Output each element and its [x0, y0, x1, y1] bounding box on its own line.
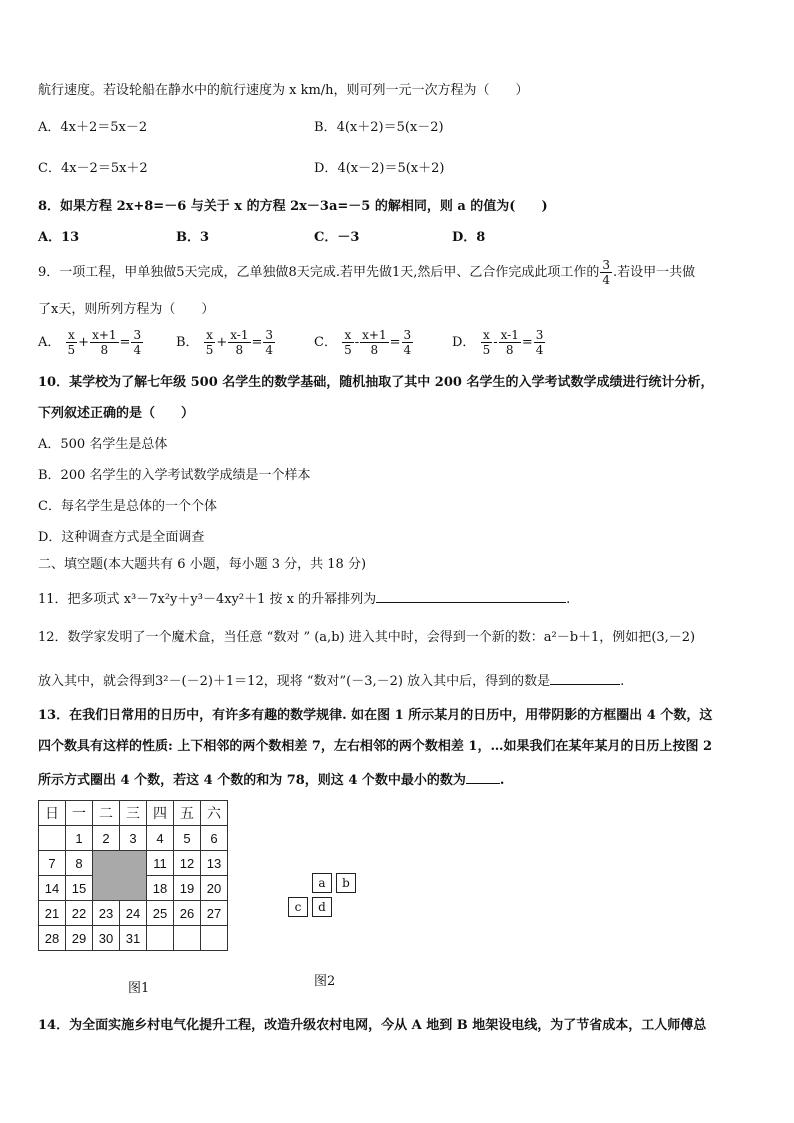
q10-option-d: D．这种调查方式是全面调查	[38, 530, 205, 545]
calendar-cell: 4	[147, 826, 174, 851]
fraction	[534, 328, 546, 357]
option-text: 4(x＋2)＝5(x－2)	[336, 120, 444, 135]
fraction-numerator: 3	[535, 328, 544, 342]
q7-option-c	[38, 160, 148, 178]
option-text: －3	[337, 230, 360, 245]
fraction-denominator: 4	[265, 343, 274, 357]
q11-stem	[38, 588, 570, 609]
calendar-cell: 22	[66, 901, 93, 926]
calendar-row	[39, 926, 228, 951]
q8-option-a	[38, 229, 79, 247]
calendar-header-cell: 四	[147, 801, 174, 826]
option-label: A．	[38, 230, 62, 245]
calendar-cell: 6	[201, 826, 228, 851]
q7-stem-tail: 航行速度。若设轮船在静水中的航行速度为 x km/h，则可列一元一次方程为（ ）	[38, 83, 529, 98]
calendar-cell: 30	[93, 926, 120, 951]
calendar-cell: 29	[66, 926, 93, 951]
q9-stem-line2: 了x天，则所列方程为（ ）	[38, 302, 215, 317]
calendar-cell: 26	[174, 901, 201, 926]
fraction-denominator: 5	[205, 343, 214, 357]
calendar-cell: 15	[66, 876, 93, 901]
q8-option-d	[452, 229, 485, 247]
shaded-box	[93, 851, 147, 901]
q13-text: 所示方式圈出 4 个数，若这 4 个数的和为 78，则这 4 个数中最小的数为	[38, 773, 466, 788]
q7-option-b	[314, 119, 444, 137]
calendar-row	[39, 826, 228, 851]
fraction-numerator: 3	[403, 328, 412, 342]
q13-stem-line3	[38, 769, 504, 790]
q12-pair2: (－3,－2)	[346, 674, 403, 689]
fraction-denominator: 5	[482, 343, 491, 357]
q7-option-d	[314, 160, 444, 178]
calendar-cell: 20	[201, 876, 228, 901]
fraction-denominator: 8	[370, 343, 379, 357]
q8-stem: 8．如果方程 2x+8=－6 与关于 x 的方程 2x－3a=－5 的解相同，则 a 的值为( )	[38, 199, 548, 214]
operator: +	[216, 335, 228, 350]
fraction	[131, 328, 143, 357]
option-label: B．	[176, 335, 199, 350]
operator: -	[354, 335, 360, 350]
calendar-figure-1	[38, 800, 228, 951]
calendar-cell: 28	[39, 926, 66, 951]
option-label: D．	[314, 161, 338, 176]
fraction	[499, 328, 521, 357]
q9-option-c: C． $\frac{x}{5}$ - $\frac{x+1}{8}$ = $\frac{3}{4}$	[314, 328, 412, 357]
section-heading: 二、填空题(本大题共有 6 小题，每小题 3 分，共 18 分)	[38, 557, 367, 572]
calendar-cell: 11	[147, 851, 174, 876]
fraction-denominator: 5	[344, 343, 352, 357]
q9-stem	[38, 258, 695, 288]
calendar-cell	[201, 926, 228, 951]
calendar-header-cell: 五	[174, 801, 201, 826]
option-label: C．	[314, 335, 337, 350]
q12-text-2: 进入其中时，会得到一个新的数：	[344, 630, 544, 645]
q9-option-b: B． $\frac{x}{5}$ + $\frac{x-1}{8}$ = $\frac{3}{4}$	[176, 328, 274, 357]
calendar-cell	[174, 926, 201, 951]
q10-option-a: A．500 名学生是总体	[38, 437, 168, 452]
calendar-cell: 27	[201, 901, 228, 926]
q12-stem-line2	[38, 670, 624, 691]
fraction-numerator: x	[204, 328, 216, 343]
q9-fraction	[600, 258, 612, 287]
q12-text-6: 放入其中后，得到的数是	[403, 674, 551, 689]
q13-stem-line2: 四个数具有这样的性质: 上下相邻的两个数相差 7，左右相邻的两个数相差 1，…如果我们在某年某月的日历上按图 2	[38, 739, 713, 754]
calendar-cell: 12	[174, 851, 201, 876]
fig2-cell-b: b	[336, 873, 356, 893]
fraction-denominator: 5	[67, 343, 76, 357]
fig2-cell-c: c	[288, 897, 308, 917]
q11-answer-blank[interactable]	[376, 588, 566, 603]
operator: -	[493, 335, 498, 350]
calendar-header-row	[39, 801, 228, 826]
q12-answer-blank[interactable]	[550, 670, 620, 685]
q11-polynomial: x³－7x²y＋y³－4xy²＋1	[123, 592, 266, 607]
q8-option-c	[314, 229, 359, 247]
calendar-cell: 1	[66, 826, 93, 851]
calendar-header-cell: 二	[93, 801, 120, 826]
calendar-cell	[39, 826, 66, 851]
q12-text-5: ，现将 “数对”	[263, 674, 347, 689]
q12-text-3: ，例如把	[599, 630, 652, 645]
calendar-cell: 14	[39, 876, 66, 901]
fraction	[228, 328, 250, 357]
fraction-numerator: 3	[265, 328, 274, 342]
calendar-header-cell: 日	[39, 801, 66, 826]
q11-prefix: 11．把多项式	[38, 592, 124, 607]
option-label: D．	[452, 335, 476, 350]
fraction-denominator: 8	[100, 343, 109, 357]
calendar-cell: 13	[201, 851, 228, 876]
option-label: B．	[176, 230, 200, 245]
q9-option-a: A． $\frac{x}{5}$ + $\frac{x+1}{8}$ = $\frac{3}{4}$	[38, 328, 142, 357]
q12-text-1: 12．数学家发明了一个魔术盒，当任意 “数对 ”	[38, 630, 315, 645]
calendar-cell	[147, 926, 174, 951]
q11-end: .	[566, 592, 571, 607]
calendar-header-cell: 六	[201, 801, 228, 826]
option-text: 8	[476, 230, 486, 245]
fraction-denominator: 4	[602, 273, 610, 287]
q10-stem-line2: 下列叙述正确的是（ ）	[38, 406, 195, 421]
q13-end: .	[499, 773, 505, 788]
option-text: 3	[200, 230, 210, 245]
calendar-row	[39, 851, 228, 876]
fraction-denominator: 4	[133, 343, 142, 357]
q10-option-c: C．每名学生是总体的一个个体	[38, 499, 217, 514]
calendar-row	[39, 901, 228, 926]
calendar-cell: 25	[147, 901, 174, 926]
option-text: 4(x－2)＝5(x＋2)	[337, 161, 445, 176]
fraction	[263, 328, 275, 357]
calendar-cell: 8	[66, 851, 93, 876]
q7-option-a	[38, 119, 147, 137]
fraction-numerator: x-1	[230, 328, 249, 342]
calendar-header-cell: 三	[120, 801, 147, 826]
calendar-cell: 2	[93, 826, 120, 851]
calendar-cell: 24	[120, 901, 147, 926]
figure-1-caption: 图1	[128, 981, 150, 996]
option-label: B．	[314, 120, 337, 135]
q9-text-b: .若设甲一共做	[613, 265, 696, 280]
q10-option-b: B．200 名学生的入学考试数学成绩是一个样本	[38, 468, 311, 483]
q14-stem: 14．为全面实施乡村电气化提升工程，改造升级农村电网，今从 A 地到 B 地架设电线，为了节省成本，工人师傅总	[38, 1018, 707, 1033]
calendar-cell: 21	[39, 901, 66, 926]
q9-option-d: D． $\frac{x}{5}$ - $\frac{x-1}{8}$ = $\frac{3}{4}$	[452, 328, 544, 357]
q12-end: .	[620, 674, 625, 689]
fraction-numerator: x	[342, 328, 354, 343]
fraction-numerator: x	[66, 328, 78, 343]
q8-option-b	[176, 229, 209, 247]
option-label: C．	[314, 230, 338, 245]
fraction-denominator: 4	[535, 343, 544, 357]
fraction-denominator: 8	[235, 343, 244, 357]
fig2-cell-a: a	[312, 873, 332, 893]
option-text: 13	[61, 230, 80, 245]
fraction-numerator: x+1	[362, 328, 387, 342]
operator: +	[78, 335, 90, 350]
fraction-numerator: x	[481, 328, 493, 343]
q12-pair: (a,b)	[314, 630, 345, 645]
calendar-cell: 5	[174, 826, 201, 851]
q9-text-a: 9．一项工程，甲单独做5天完成，乙单独做8天完成.若甲先做1天,然后甲、乙合作完成此项工作的	[38, 265, 600, 280]
calendar-cell: 19	[174, 876, 201, 901]
fraction-numerator: x+1	[92, 328, 117, 342]
calendar-cell: 18	[147, 876, 174, 901]
option-text: 4x＋2＝5x－2	[60, 120, 148, 135]
option-text: 4x－2＝5x＋2	[60, 161, 148, 176]
q12-calculation: 3²－(－2)＋1＝12	[155, 674, 264, 689]
fraction-numerator: 3	[602, 258, 610, 272]
q12-expression: a²－b＋1	[543, 630, 600, 645]
calendar-cell: 31	[120, 926, 147, 951]
fraction-denominator: 8	[505, 343, 514, 357]
fraction-numerator: x-1	[500, 328, 519, 342]
q12-example-pair: (3,－2)	[651, 630, 696, 645]
fraction	[66, 328, 78, 357]
fraction-denominator: 4	[403, 343, 412, 357]
option-label: A．	[38, 335, 61, 350]
q11-mid: 按 x 的升幂排列为	[265, 592, 377, 607]
figure-2-caption: 图2	[314, 974, 336, 989]
fraction	[481, 328, 493, 357]
fraction	[204, 328, 216, 357]
option-label: D．	[452, 230, 477, 245]
calendar-header-cell: 一	[66, 801, 93, 826]
q12-text-4: 放入其中，就会得到	[38, 674, 156, 689]
q10-stem: 10．某学校为了解七年级 500 名学生的数学基础，随机抽取了其中 200 名学生的入学考试数学成绩进行统计分析，	[38, 375, 714, 390]
q13-answer-blank[interactable]	[466, 769, 500, 784]
fraction	[402, 328, 414, 357]
option-label: A．	[38, 120, 61, 135]
option-label: C．	[38, 161, 61, 176]
fraction	[90, 328, 118, 357]
calendar-cell: 23	[93, 901, 120, 926]
q13-stem: 13．在我们日常用的日历中，有许多有趣的数学规律. 如在图 1 所示某月的日历中，用带阴影的方框圈出 4 个数，这	[38, 708, 713, 723]
fraction	[342, 328, 354, 357]
calendar-cell: 3	[120, 826, 147, 851]
q12-stem	[38, 629, 695, 647]
fraction-numerator: 3	[133, 328, 142, 342]
calendar-cell: 7	[39, 851, 66, 876]
fraction	[360, 328, 388, 357]
fig2-cell-d: d	[312, 897, 332, 917]
